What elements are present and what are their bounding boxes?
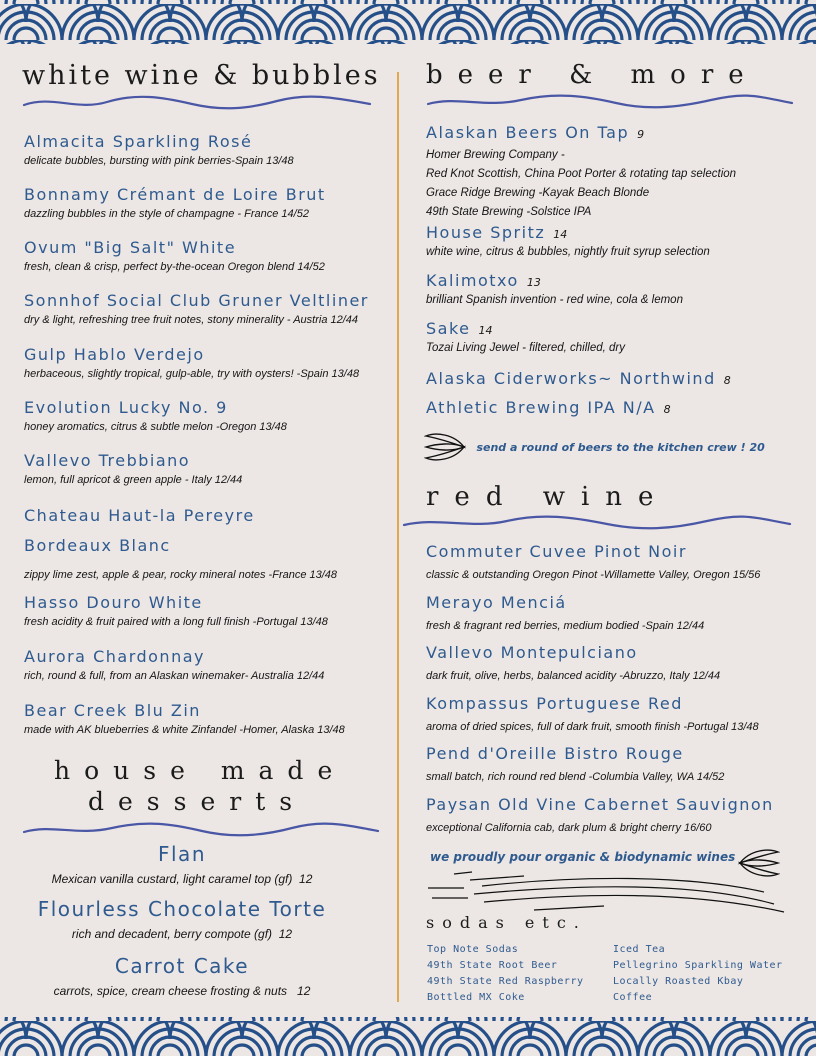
wine-entry bbox=[24, 398, 287, 433]
red-wine-entry bbox=[426, 542, 760, 581]
wine-name: Commuter Cuvee Pinot Noir bbox=[426, 542, 687, 561]
wine-name: Ovum "Big Salt" White bbox=[24, 238, 237, 257]
kitchen-crew-note bbox=[424, 430, 765, 464]
wine-entry bbox=[24, 238, 325, 273]
bottom-wave-border bbox=[0, 1017, 816, 1056]
wine-name: Merayo Menciá bbox=[426, 593, 567, 612]
beer-title: beer & more bbox=[426, 60, 759, 90]
beer-entry-sake bbox=[426, 319, 625, 354]
dessert-price: 12 bbox=[297, 984, 311, 998]
wine-name: Bear Creek Blu Zin bbox=[24, 701, 201, 720]
wine-desc: small batch, rich round red blend -Columbia Valley, WA 14/52 bbox=[426, 771, 725, 783]
wine-desc: rich, round & full, from an Alaskan winemaker- Australia 12/44 bbox=[24, 670, 325, 682]
wine-name: Sonnhof Social Club Gruner Veltliner bbox=[24, 291, 369, 310]
wine-name-line2: Bordeaux Blanc bbox=[24, 536, 171, 555]
wave-pattern-icon bbox=[0, 0, 816, 44]
beer-price: 8 bbox=[723, 374, 731, 387]
beer-name: Alaska Ciderworks~ Northwind bbox=[426, 369, 716, 388]
dessert-name: Flourless Chocolate Torte bbox=[37, 897, 327, 921]
red-wine-entry bbox=[426, 694, 759, 733]
beer-price: 14 bbox=[478, 324, 493, 337]
wine-name: Pend d'Oreille Bistro Rouge bbox=[426, 744, 684, 763]
wine-entry bbox=[24, 451, 242, 486]
soda-item: 49th State Red Raspberry bbox=[427, 976, 584, 987]
beer-line: 49th State Brewing -Solstice IPA bbox=[426, 206, 592, 218]
beer-section bbox=[426, 60, 806, 110]
beer-name: House Spritz bbox=[426, 223, 546, 242]
wine-entry bbox=[24, 132, 294, 167]
dessert-desc: rich and decadent, berry compote (gf) 12 bbox=[71, 927, 293, 941]
dessert-price: 12 bbox=[299, 872, 313, 886]
soda-item: 49th State Root Beer bbox=[427, 960, 558, 971]
desserts-title-line2: desserts bbox=[88, 787, 307, 816]
dessert-name: Flan bbox=[158, 842, 206, 866]
wine-desc: exceptional California cab, dark plum & bright cherry 16/60 bbox=[426, 822, 712, 834]
organic-note-text: we proudly pour organic & biodynamic wines bbox=[430, 850, 736, 864]
dessert-price: 12 bbox=[278, 927, 293, 941]
beer-desc: brilliant Spanish invention - red wine, cola & lemon bbox=[426, 294, 683, 306]
soda-item: Iced Tea bbox=[613, 944, 666, 955]
beer-entry-alaskan bbox=[426, 123, 736, 222]
red-wine-entry bbox=[426, 744, 724, 783]
wine-entry bbox=[24, 345, 359, 380]
red-wine-entry bbox=[426, 643, 720, 682]
wine-desc: lemon, full apricot & green apple - Italy 12/44 bbox=[24, 474, 243, 486]
squiggle-divider-icon bbox=[402, 515, 794, 531]
wine-desc: herbaceous, slightly tropical, gulp-able, try with oysters! -Spain 13/48 bbox=[24, 368, 360, 380]
wine-name: Almacita Sparkling Rosé bbox=[24, 132, 253, 151]
wine-name: Gulp Hablo Verdejo bbox=[24, 345, 205, 364]
beer-line: Grace Ridge Brewing -Kayak Beach Blonde bbox=[426, 187, 650, 199]
beer-name: Alaskan Beers On Tap bbox=[426, 123, 630, 142]
wind-lines-decoration bbox=[424, 866, 792, 916]
wine-desc: fresh, clean & crisp, perfect by-the-ocean Oregon blend 14/52 bbox=[24, 261, 325, 273]
squiggle-divider-icon bbox=[22, 95, 372, 111]
wine-desc: aroma of dried spices, full of dark fruit, smooth finish -Portugal 13/48 bbox=[426, 721, 759, 733]
sodas-title: sodas etc. bbox=[426, 913, 587, 932]
red-wine-title: red wine bbox=[426, 482, 670, 512]
wine-name: Vallevo Montepulciano bbox=[426, 643, 638, 662]
wine-entry bbox=[24, 506, 337, 581]
white-wine-section bbox=[22, 60, 392, 111]
beer-line: Red Knot Scottish, China Poot Porter & rotating tap selection bbox=[426, 168, 737, 180]
desserts-title-line1: house made bbox=[54, 756, 347, 785]
beer-entry-athletic bbox=[426, 398, 671, 417]
wine-desc: fresh & fragrant red berries, medium bodied -Spain 12/44 bbox=[426, 620, 705, 632]
beer-entry-spritz bbox=[426, 223, 710, 258]
wine-entry bbox=[24, 291, 369, 326]
wine-entry bbox=[24, 185, 326, 220]
wine-entry bbox=[24, 701, 345, 736]
dessert-entry bbox=[22, 842, 342, 886]
dessert-name: Carrot Cake bbox=[114, 954, 250, 978]
red-wine-entry bbox=[426, 593, 704, 632]
dessert-desc: Mexican vanilla custard, light caramel top (gf) 12 bbox=[51, 872, 313, 886]
beer-price: 13 bbox=[526, 276, 541, 289]
beer-name: Kalimotxo bbox=[426, 271, 519, 290]
red-wine-entry bbox=[426, 795, 774, 834]
wine-name: Vallevo Trebbiano bbox=[24, 451, 191, 470]
beer-desc: Tozai Living Jewel - filtered, chilled, dry bbox=[426, 342, 625, 354]
beer-entry-cider bbox=[426, 369, 731, 388]
beer-desc: white wine, citrus & bubbles, nightly fruit syrup selection bbox=[426, 246, 710, 258]
beer-price: 8 bbox=[663, 403, 671, 416]
wine-name: Chateau Haut-la Pereyre bbox=[24, 506, 255, 525]
wine-desc: delicate bubbles, bursting with pink berries-Spain 13/48 bbox=[24, 155, 294, 167]
wine-desc: dry & light, refreshing tree fruit notes, stony minerality - Austria 12/44 bbox=[24, 314, 359, 326]
organic-note bbox=[430, 848, 735, 866]
soda-item: Coffee bbox=[613, 992, 653, 1003]
beer-price: 9 bbox=[637, 128, 645, 141]
white-wine-title: white wine & bubbles bbox=[22, 60, 381, 91]
column-divider bbox=[397, 72, 399, 1002]
dessert-desc: carrots, spice, cream cheese frosting & nuts 12 bbox=[53, 984, 311, 998]
beer-entry-kalimotxo bbox=[426, 271, 683, 306]
beer-price: 14 bbox=[553, 228, 568, 241]
beer-line: Homer Brewing Company - bbox=[426, 149, 565, 161]
wine-name: Kompassus Portuguese Red bbox=[426, 694, 683, 713]
desserts-section bbox=[22, 756, 392, 838]
wine-desc: zippy lime zest, apple & pear, rocky mineral notes -France 13/48 bbox=[24, 569, 338, 581]
soda-item: Pellegrino Sparkling Water bbox=[613, 960, 783, 971]
squiggle-divider-icon bbox=[426, 94, 796, 110]
fan-leaf-icon bbox=[424, 430, 468, 464]
wine-name: Aurora Chardonnay bbox=[24, 647, 205, 666]
wave-pattern-icon bbox=[0, 1017, 816, 1056]
sodas-list-left bbox=[427, 942, 584, 1006]
red-wine-section bbox=[426, 482, 669, 512]
soda-item: Bottled MX Coke bbox=[427, 992, 525, 1003]
wine-desc: made with AK blueberries & white Zinfandel -Homer, Alaska 13/48 bbox=[24, 724, 345, 736]
kitchen-note-text: send a round of beers to the kitchen crew ! 20 bbox=[476, 441, 765, 455]
soda-item: Top Note Sodas bbox=[427, 944, 519, 955]
wine-name: Bonnamy Crémant de Loire Brut bbox=[24, 185, 326, 204]
wine-entry bbox=[24, 647, 324, 682]
dessert-entry bbox=[22, 897, 342, 941]
wine-desc: dazzling bubbles in the style of champagne - France 14/52 bbox=[24, 208, 309, 220]
wine-entry bbox=[24, 593, 328, 628]
sodas-section bbox=[426, 913, 587, 932]
wine-name: Paysan Old Vine Cabernet Sauvignon bbox=[426, 795, 774, 814]
top-wave-border bbox=[0, 0, 816, 44]
wine-desc: dark fruit, olive, herbs, balanced acidity -Abruzzo, Italy 12/44 bbox=[426, 670, 721, 682]
wine-desc: honey aromatics, citrus & subtle melon -Oregon 13/48 bbox=[24, 421, 287, 433]
soda-item: Locally Roasted Kbay bbox=[613, 976, 744, 987]
sodas-list-right bbox=[613, 942, 783, 1006]
beer-name: Sake bbox=[426, 319, 471, 338]
beer-name: Athletic Brewing IPA N/A bbox=[426, 398, 656, 417]
wine-desc: classic & outstanding Oregon Pinot -Willamette Valley, Oregon 15/56 bbox=[426, 569, 761, 581]
wine-name: Hasso Douro White bbox=[24, 593, 203, 612]
dessert-entry bbox=[22, 954, 342, 998]
squiggle-divider-icon bbox=[22, 822, 382, 838]
wine-name: Evolution Lucky No. 9 bbox=[24, 398, 228, 417]
wine-desc: fresh acidity & fruit paired with a long full finish -Portugal 13/48 bbox=[24, 616, 328, 628]
